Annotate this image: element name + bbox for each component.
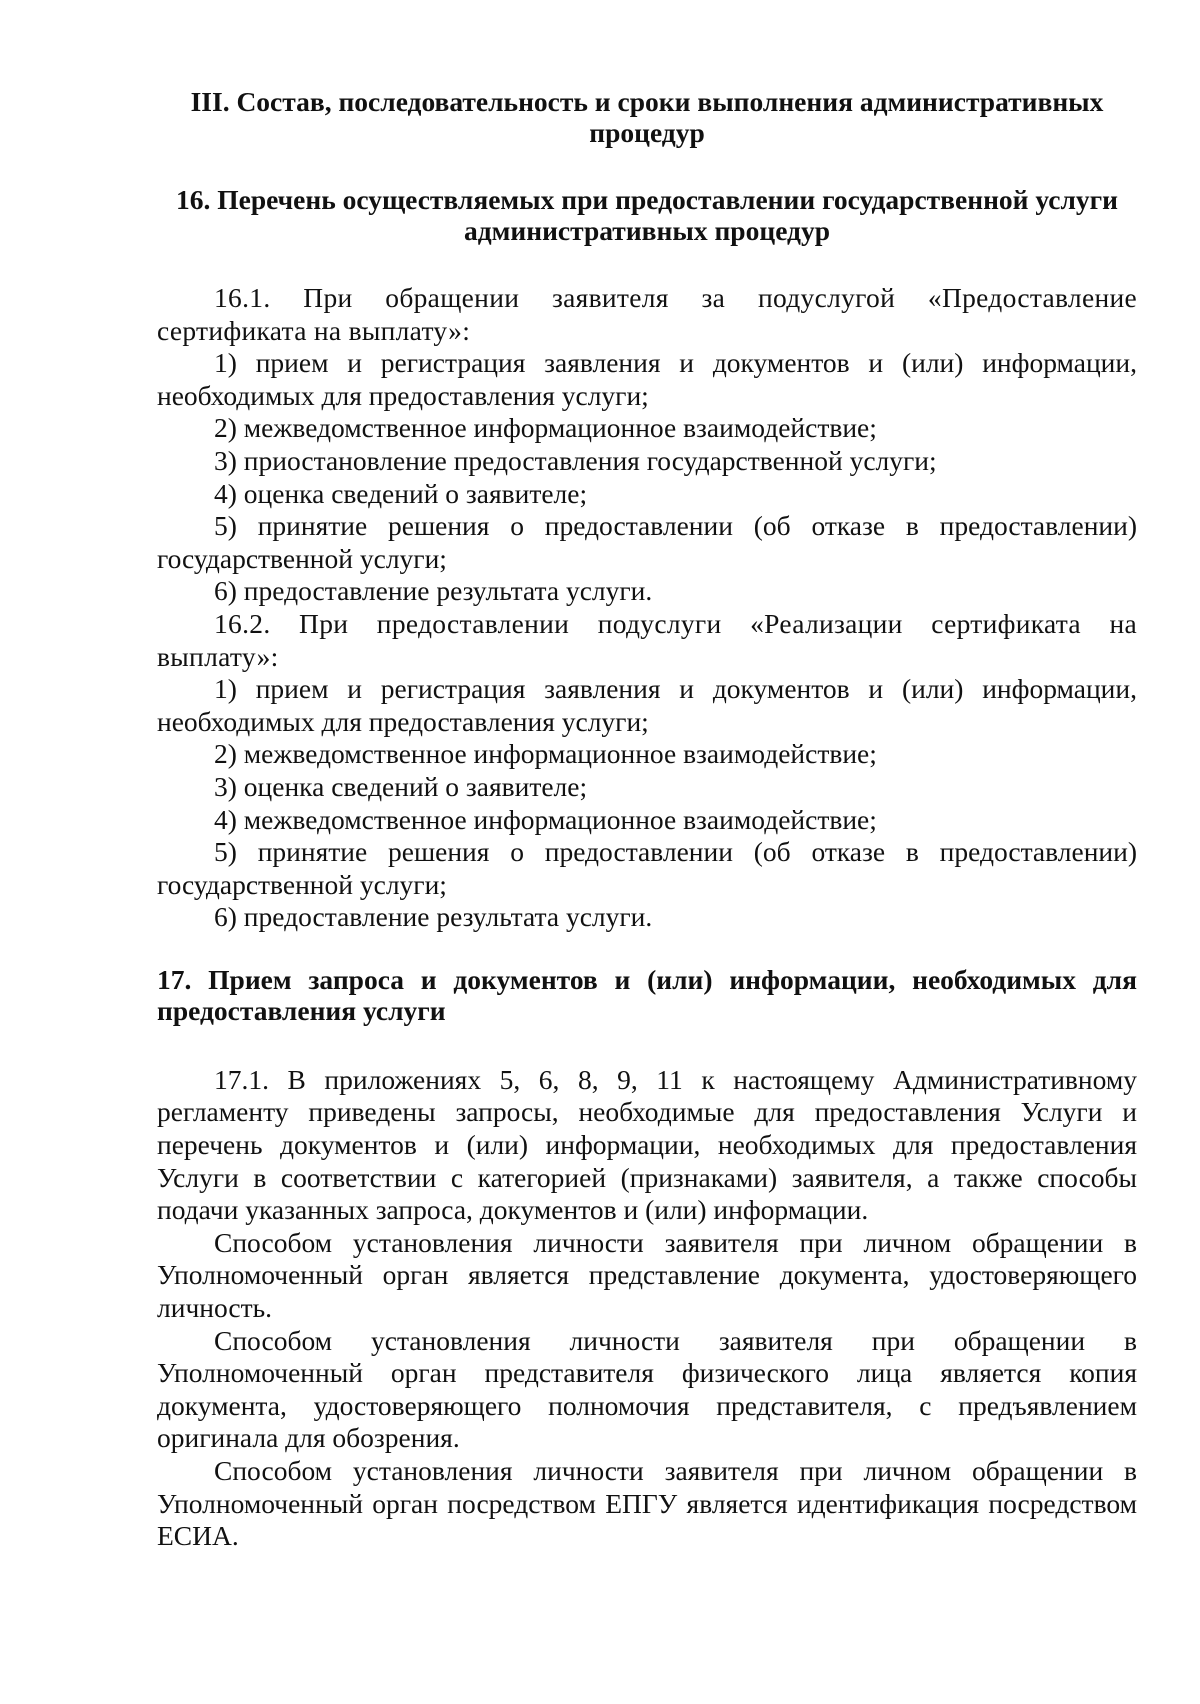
paragraph-16-1-intro: 16.1. При обращении заявителя за подуслугой «Предоставление сертификата на выплату»: <box>157 282 1137 346</box>
section-17-title: 17. Прием запроса и документов и (или) информации, необходимых для предоставления услуги <box>157 963 1137 1026</box>
paragraph-identity-representative: Способом установления личности заявителя при обращении в Уполномоченный орган представителя физического лица является копия документа, удостоверяющего полномочия представителя, с предъявлением оригинала для обозрения. <box>157 1324 1137 1454</box>
list-item: 2) межведомственное информационное взаимодействие; <box>214 738 877 770</box>
paragraph-identity-personal: Способом установления личности заявителя при личном обращении в Уполномоченный орган является представление документа, удостоверяющего личность. <box>157 1226 1137 1324</box>
list-item: 5) принятие решения о предоставлении (об отказе в предоставлении) государственной услуги; <box>157 836 1137 900</box>
section-16-title: 16. Перечень осуществляемых при предоставлении государственной услуги административных процедур <box>175 184 1119 246</box>
document-page <box>157 86 1137 1553</box>
section-title: III. Состав, последовательность и сроки выполнения административных процедур <box>190 86 1104 148</box>
list-item: 4) межведомственное информационное взаимодействие; <box>214 803 877 835</box>
paragraph-16-2-intro: 16.2. При предоставлении подуслуги «Реализации сертификата на выплату»: <box>157 607 1137 672</box>
list-item: 1) прием и регистрация заявления и документов и (или) информации, необходимых для предоставления услуги; <box>157 347 1137 411</box>
paragraph-identity-epgu: Способом установления личности заявителя при личном обращении в Уполномоченный орган посредством ЕПГУ является идентификация посредством ЕСИА. <box>157 1455 1137 1552</box>
list-item: 2) межведомственное информационное взаимодействие; <box>214 412 877 444</box>
list-item: 1) прием и регистрация заявления и документов и (или) информации, необходимых для предоставления услуги; <box>157 673 1137 737</box>
list-item: 5) принятие решения о предоставлении (об отказе в предоставлении) государственной услуги; <box>157 510 1137 574</box>
paragraph-17-1: 17.1. В приложениях 5, 6, 8, 9, 11 к настоящему Административному регламенту приведены запросы, необходимые для предоставления Услуги и перечень документов и (или) информации, необходимых для предоставления Услуги в соответствии с категорией (признаками) заявителя, а также способы подачи указанных запроса, документов и (или) информации. <box>157 1063 1137 1226</box>
list-item: 6) предоставление результата услуги. <box>214 575 653 607</box>
list-item: 6) предоставление результата услуги. <box>214 901 653 933</box>
list-item: 3) оценка сведений о заявителе; <box>214 770 588 802</box>
list-item: 3) приостановление предоставления государственной услуги; <box>214 444 937 476</box>
list-item: 4) оценка сведений о заявителе; <box>214 477 588 509</box>
